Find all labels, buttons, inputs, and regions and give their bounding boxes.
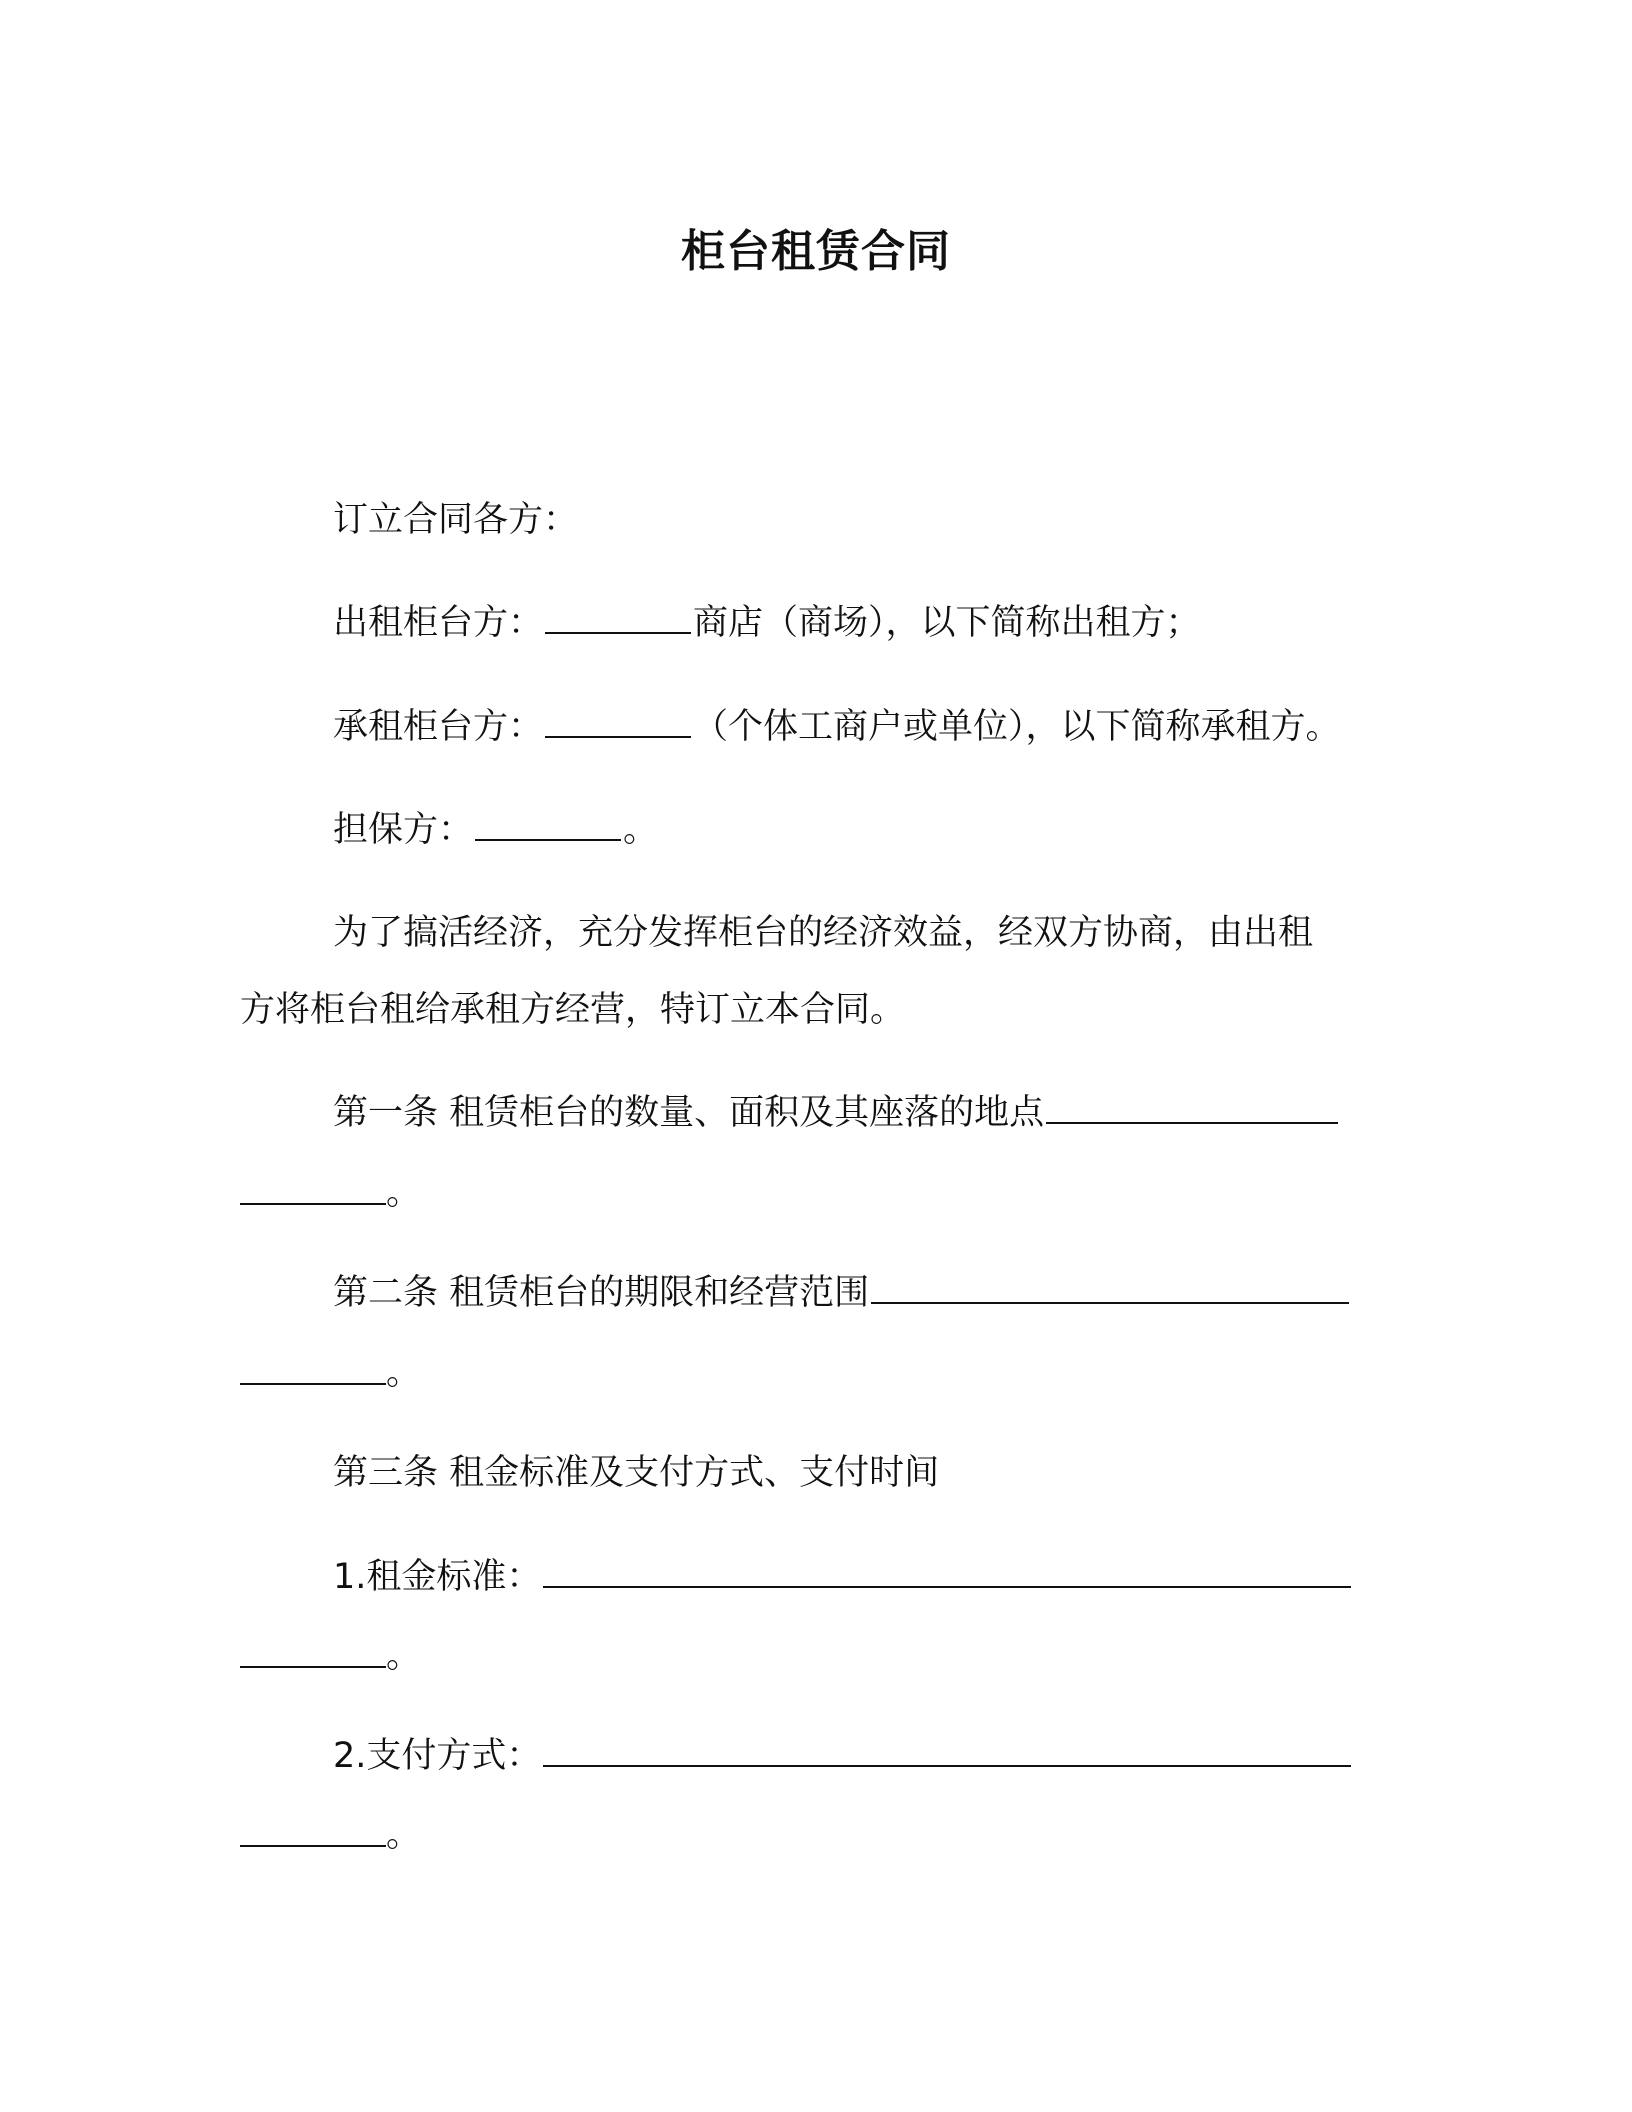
item-2-label: 2.支付方式：: [333, 1736, 542, 1776]
article-1-period: 。: [386, 1173, 422, 1213]
article-3: 第三条 租金标准及支付方式、支付时间: [333, 1453, 940, 1493]
guarantor-line: [333, 805, 658, 855]
purpose-line-2: 方将柜台租给承租方经营，特订立本合同。: [240, 990, 906, 1030]
item-2: [333, 1731, 1353, 1781]
payment-method-field-continued[interactable]: [240, 1815, 386, 1847]
document-title: 柜台租赁合同: [681, 226, 951, 277]
guarantor-label: 担保方：: [333, 810, 474, 850]
article-2-text: 第二条 租赁柜台的期限和经营范围: [333, 1273, 870, 1313]
lessee-line: [333, 702, 1341, 752]
guarantor-name-field[interactable]: [475, 805, 621, 841]
lessor-suffix: 商店（商场），以下简称出租方；: [693, 603, 1201, 643]
rent-standard-field-continued[interactable]: [240, 1636, 386, 1668]
lessee-name-field[interactable]: [545, 702, 691, 738]
payment-method-field[interactable]: [543, 1731, 1351, 1767]
article-2-period: 。: [386, 1353, 422, 1393]
article-1-field[interactable]: [1046, 1088, 1338, 1124]
article-1: [333, 1088, 1340, 1138]
lessee-suffix: （个体工商户或单位），以下简称承租方。: [693, 707, 1341, 747]
item-1-period: 。: [386, 1636, 422, 1676]
lessor-line: [333, 598, 1201, 648]
article-1-text: 第一条 租赁柜台的数量、面积及其座落的地点: [333, 1093, 1045, 1133]
article-2-field[interactable]: [871, 1268, 1349, 1304]
article-1-field-continued[interactable]: [240, 1173, 386, 1205]
article-2-field-continued[interactable]: [240, 1353, 386, 1385]
item-2-period: 。: [386, 1815, 422, 1855]
lessor-name-field[interactable]: [545, 598, 691, 634]
purpose-line-1: 为了搞活经济，充分发挥柜台的经济效益，经双方协商，由出租: [333, 913, 1314, 953]
parties-intro: 订立合同各方：: [333, 500, 579, 540]
item-1-label: 1.租金标准：: [333, 1557, 542, 1597]
lessor-label: 出租柜台方：: [333, 603, 544, 643]
lessee-label: 承租柜台方：: [333, 707, 544, 747]
guarantor-suffix: 。: [623, 810, 659, 850]
rent-standard-field[interactable]: [543, 1552, 1351, 1588]
article-2: [333, 1268, 1351, 1318]
item-1: [333, 1552, 1353, 1602]
